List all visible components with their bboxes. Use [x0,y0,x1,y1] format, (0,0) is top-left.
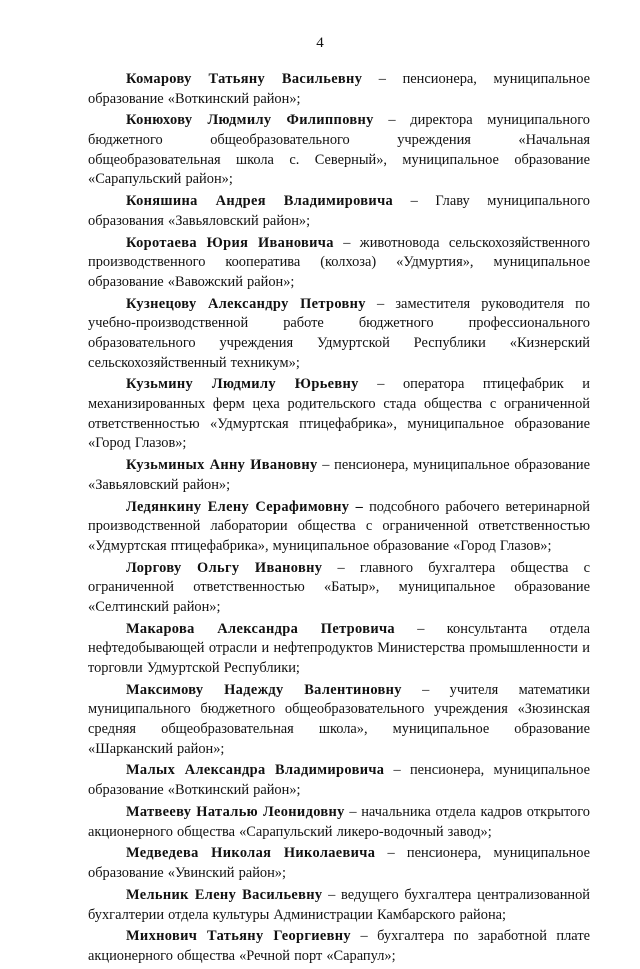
list-item [88,886,590,925]
list-item [88,192,590,231]
person-name: Мельник Елену Васильевну [126,886,323,903]
person-description: – бухгалтера по заработной плате акционерного общества «Речной порт «Сарапул»; [88,928,590,964]
list-item [88,803,590,842]
person-name: Макарова Александра Петровича [126,620,395,637]
person-description: – консультанта отдела нефтедобывающей отрасли и нефтепродуктов Министерства промышленности и торговли Удмуртской Республики; [88,620,591,676]
list-item [88,375,590,453]
list-item [88,234,590,293]
person-description: – заместителя руководителя по учебно-производственной работе бюджетного профессионального образовательного учреждения Удмуртской Республики «Кизнерский сельскохозяйственный техникум»; [88,295,590,371]
list-item [88,761,590,800]
person-name: Медведева Николая Николаевича [126,845,376,862]
person-description: – пенсионера, муниципальное образование «Завьяловский район»; [88,457,590,493]
person-name: Матвееву Наталью Леонидовну [126,803,345,820]
list-item [88,456,590,495]
person-description: – Главу муниципального образования «Завьяловский район»; [88,193,590,229]
person-name: Кузнецову Александру Петровну [126,295,366,312]
person-name: Кузьмину Людмилу Юрьевну [126,376,359,393]
person-name: Кузьминых Анну Ивановну [126,457,318,474]
person-description: – пенсионера, муниципальное образование «Воткинский район»; [88,762,590,799]
person-description: – пенсионера, муниципальное образование «Воткинский район»; [88,71,590,107]
person-name: Малых Александра Владимировича [126,762,385,779]
person-description: – главного бухгалтера общества с ограниченной ответственностью «Батыр», муниципальное образование «Селтинский район»; [88,559,590,615]
person-description: подсобного рабочего ветеринарной производственной лаборатории общества с ограниченной ответственностью «Удмуртская птицефабрика», муниципальное образование «Город Глазов»; [88,498,591,554]
list-item [88,111,590,189]
list-item [88,681,590,759]
person-description: – ведущего бухгалтера централизованной бухгалтерии отдела культуры Администрации Камбарского района; [88,886,591,923]
person-description: – животновода сельскохозяйственного производственного кооператива (колхоза) «Удмуртия», муниципальное образование «Вавожский район»; [88,234,591,290]
award-list [88,70,590,969]
person-description: – учителя математики муниципального бюджетного общеобразовательного учреждения «Зюзинская средняя общеобразовательная школа», муниципальное образование «Шарканский район»; [88,681,590,757]
person-name: Михнович Татьяну Георгиевну [126,928,351,945]
person-description: – оператора птицефабрик и механизированных ферм цеха родительского стада общества с ограниченной ответственностью «Удмуртская птицефабрика», муниципальное образование «Город Глазов»; [88,376,590,452]
person-name: Максимову Надежду Валентиновну [126,681,402,698]
person-description: – пенсионера, муниципальное образование «Увинский район»; [88,845,590,882]
person-description: – директора муниципального бюджетного общеобразовательного учреждения «Начальная общеобразовательная школа с. Северный», муниципальное образование «Сарапульский район»; [88,112,590,188]
person-name: Ледянкину Елену Серафимовну – [126,498,364,515]
list-item [88,70,590,109]
list-item [88,927,590,966]
person-name: Комарову Татьяну Васильевну [126,71,363,87]
person-description: – начальника отдела кадров открытого акционерного общества «Сарапульский ликеро-водочный завод»; [88,803,590,840]
page-number: 4 [316,35,324,51]
person-name: Конюхову Людмилу Филипповну [126,112,374,129]
list-item [88,498,590,557]
list-item [88,620,590,679]
person-name: Лоргову Ольгу Ивановну [126,559,323,576]
list-item [88,559,590,618]
person-name: Коротаева Юрия Ивановича [126,234,334,251]
list-item [88,295,590,373]
list-item [88,844,590,883]
person-name: Коняшина Андрея Владимировича [126,193,394,210]
